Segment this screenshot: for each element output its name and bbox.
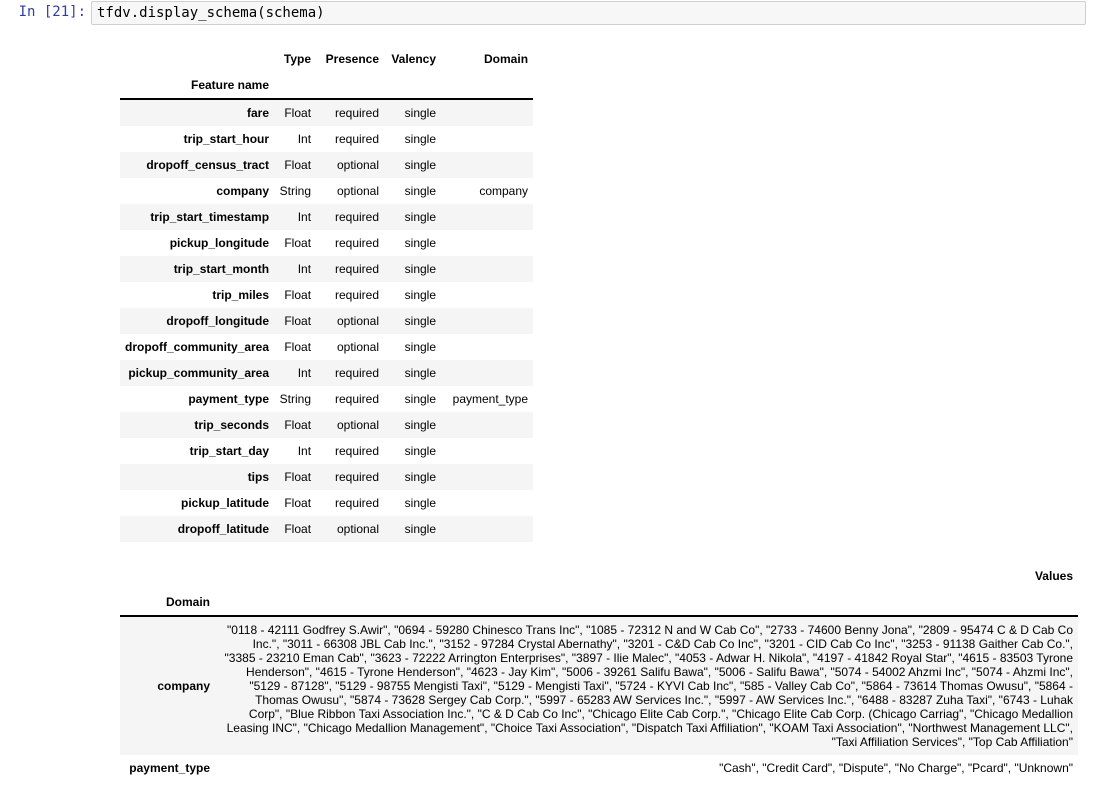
type-cell: Float: [284, 106, 312, 120]
table-row: [120, 438, 533, 464]
feature-name-cell: tips: [247, 470, 270, 484]
valency-cell: single: [404, 236, 437, 250]
valency-cell: single: [404, 132, 437, 146]
presence-cell: required: [335, 262, 380, 276]
type-cell: Int: [297, 444, 312, 458]
valency-cell: single: [404, 314, 437, 328]
column-header-row: [120, 46, 533, 72]
table-row: [120, 126, 533, 152]
type-cell: Float: [284, 522, 312, 536]
table-row: [120, 99, 533, 126]
blank-header-cell: [120, 46, 274, 72]
feature-name-cell: fare: [247, 106, 270, 120]
valency-cell: single: [404, 522, 437, 536]
domain-cell: [441, 490, 533, 516]
table-row: [120, 464, 533, 490]
blank-header-cell: [120, 563, 215, 589]
presence-cell: optional: [336, 340, 380, 354]
type-cell: Int: [297, 366, 312, 380]
table-row: [120, 256, 533, 282]
table-row: [120, 308, 533, 334]
type-cell: Float: [284, 158, 312, 172]
presence-cell: required: [335, 288, 380, 302]
index-name-domain: Domain: [165, 595, 210, 609]
type-cell: Float: [284, 314, 312, 328]
column-header-valency: Valency: [391, 52, 437, 66]
notebook-input-cell: [0, 0, 1111, 25]
code-text: tfdv.display_schema(schema): [97, 5, 325, 21]
valency-cell: single: [404, 288, 437, 302]
valency-cell: single: [404, 106, 437, 120]
valency-cell: single: [404, 184, 437, 198]
feature-name-cell: dropoff_longitude: [166, 314, 270, 328]
blank-header-cell: [441, 72, 533, 99]
domain-cell: payment_type: [452, 392, 529, 406]
table-row: [120, 360, 533, 386]
feature-name-cell: trip_miles: [212, 288, 270, 302]
type-cell: Int: [297, 132, 312, 146]
type-cell: Int: [297, 210, 312, 224]
feature-name-cell: dropoff_latitude: [177, 522, 270, 536]
feature-name-cell: pickup_longitude: [169, 236, 270, 250]
valency-cell: single: [404, 366, 437, 380]
type-cell: Float: [284, 340, 312, 354]
presence-cell: required: [335, 132, 380, 146]
type-cell: Float: [284, 470, 312, 484]
domain-cell: [441, 126, 533, 152]
presence-cell: required: [335, 210, 380, 224]
domain-cell: [441, 308, 533, 334]
valency-cell: single: [404, 340, 437, 354]
domain-cell: [441, 412, 533, 438]
feature-name-cell: trip_seconds: [194, 418, 270, 432]
domain-values-cell: "0118 - 42111 Godfrey S.Awir", "0694 - 59280 Chinesco Trans Inc", "1085 - 72312 N and W Cab Co", "2733 - 74600 Benny Jona", "2809 - 95474 C & D Cab Co Inc.", "3011 - 66308 JBL Cab Inc.", "3152 - 97284 Crystal Abernathy", "3201 - C&D Cab Co Inc", "3201 - CID Cab Co Inc", "3253 - 91138 Gaither Cab Co.", "3385 - 23210 Eman Cab", "3623 - 72222 Arrington Enterprises", "3897 - Ilie Malec", "4053 - Adwar H. Nikola", "4197 - 41842 Royal Star", "4615 - 83503 Tyrone Henderson", "4615 - Tyrone Henderson", "4623 - Jay Kim", "5006 - 39261 Salifu Bawa", "5006 - Salifu Bawa", "5074 - 54002 Ahzmi Inc", "5074 - Ahzmi Inc", "5129 - 87128", "5129 - 98755 Mengisti Taxi", "5129 - Mengisti Taxi", "5724 - KYVI Cab Inc", "585 - Valley Cab Co", "5864 - 73614 Thomas Owusu", "5864 - Thomas Owusu", "5874 - 73628 Sergey Cab Corp.", "5997 - 65283 AW Services Inc.", "5997 - AW Services Inc.", "6488 - 83287 Zuha Taxi", "6743 - Luhak Corp", "Blue Ribbon Taxi Association Inc.", "C & D Cab Co Inc", "Chicago Elite Cab Corp.", "Chicago Elite Cab Corp. (Chicago Carriag", "Chicago Medallion Leasing INC", "Chicago Medallion Management", "Choice Taxi Association", "Dispatch Taxi Affiliation", "KOAM Taxi Association", "Northwest Management LLC", "Taxi Affiliation Services", "Top Cab Affiliation": [224, 623, 1073, 749]
domain-cell: [441, 230, 533, 256]
feature-name-cell: pickup_community_area: [128, 366, 270, 380]
domain-cell: [441, 516, 533, 542]
table-row: [120, 516, 533, 542]
blank-header-cell: [316, 72, 384, 99]
presence-cell: required: [335, 236, 380, 250]
table-row: [120, 334, 533, 360]
domain-cell: [441, 334, 533, 360]
cell-output-area: [120, 46, 1086, 781]
domain-cell: [441, 360, 533, 386]
table-row: [120, 204, 533, 230]
type-cell: Int: [297, 262, 312, 276]
presence-cell: required: [335, 366, 380, 380]
feature-name-cell: pickup_latitude: [181, 496, 270, 510]
presence-cell: required: [335, 444, 380, 458]
index-name-row: [120, 589, 1078, 616]
column-header-row: [120, 563, 1078, 589]
type-cell: String: [279, 392, 312, 406]
table-row: [120, 490, 533, 516]
domain-values-table: [120, 563, 1078, 781]
presence-cell: optional: [336, 314, 380, 328]
blank-header-cell: [384, 72, 441, 99]
domain-name-cell: payment_type: [129, 761, 210, 775]
index-name-feature-name: Feature name: [191, 78, 270, 92]
domain-cell: [441, 464, 533, 490]
input-prompt: In [21]:: [18, 4, 86, 20]
column-header-type: Type: [283, 52, 312, 66]
feature-name-cell: trip_start_timestamp: [150, 210, 270, 224]
code-editor[interactable]: [91, 1, 1086, 25]
column-header-values: Values: [1034, 569, 1073, 583]
presence-cell: required: [335, 392, 380, 406]
feature-name-cell: dropoff_community_area: [125, 340, 270, 354]
type-cell: Float: [284, 496, 312, 510]
valency-cell: single: [404, 496, 437, 510]
valency-cell: single: [404, 158, 437, 172]
valency-cell: single: [404, 418, 437, 432]
feature-name-cell: company: [216, 184, 270, 198]
schema-table: [120, 46, 533, 542]
domain-values-cell: "Cash", "Credit Card", "Dispute", "No Charge", "Pcard", "Unknown": [719, 761, 1073, 775]
feature-name-cell: dropoff_census_tract: [146, 158, 270, 172]
type-cell: String: [279, 184, 312, 198]
valency-cell: single: [404, 470, 437, 484]
table-row: [120, 616, 1078, 755]
domain-cell: [441, 282, 533, 308]
presence-cell: required: [335, 496, 380, 510]
valency-cell: single: [404, 444, 437, 458]
column-header-domain: Domain: [484, 52, 529, 66]
domain-name-cell: company: [157, 679, 210, 693]
type-cell: Float: [284, 288, 312, 302]
table-row: [120, 386, 533, 412]
domain-cell: [441, 256, 533, 282]
feature-name-cell: trip_start_month: [173, 262, 270, 276]
type-cell: Float: [284, 236, 312, 250]
valency-cell: single: [404, 262, 437, 276]
presence-cell: optional: [336, 418, 380, 432]
type-cell: Float: [284, 418, 312, 432]
feature-name-cell: payment_type: [188, 392, 270, 406]
table-row: [120, 412, 533, 438]
index-name-row: [120, 72, 533, 99]
table-row: [120, 152, 533, 178]
presence-cell: optional: [336, 158, 380, 172]
presence-cell: required: [335, 106, 380, 120]
valency-cell: single: [404, 392, 437, 406]
feature-name-cell: trip_start_day: [189, 444, 270, 458]
domain-cell: [441, 204, 533, 230]
table-row: [120, 178, 533, 204]
table-row: [120, 230, 533, 256]
presence-cell: optional: [336, 184, 380, 198]
presence-cell: optional: [336, 522, 380, 536]
domain-cell: company: [479, 184, 529, 198]
domain-cell: [441, 152, 533, 178]
feature-name-cell: trip_start_hour: [183, 132, 270, 146]
column-header-presence: Presence: [325, 52, 380, 66]
blank-header-cell: [215, 589, 1078, 616]
blank-header-cell: [274, 72, 316, 99]
valency-cell: single: [404, 210, 437, 224]
table-row: [120, 755, 1078, 781]
domain-cell: [441, 99, 533, 126]
table-row: [120, 282, 533, 308]
domain-cell: [441, 438, 533, 464]
presence-cell: required: [335, 470, 380, 484]
